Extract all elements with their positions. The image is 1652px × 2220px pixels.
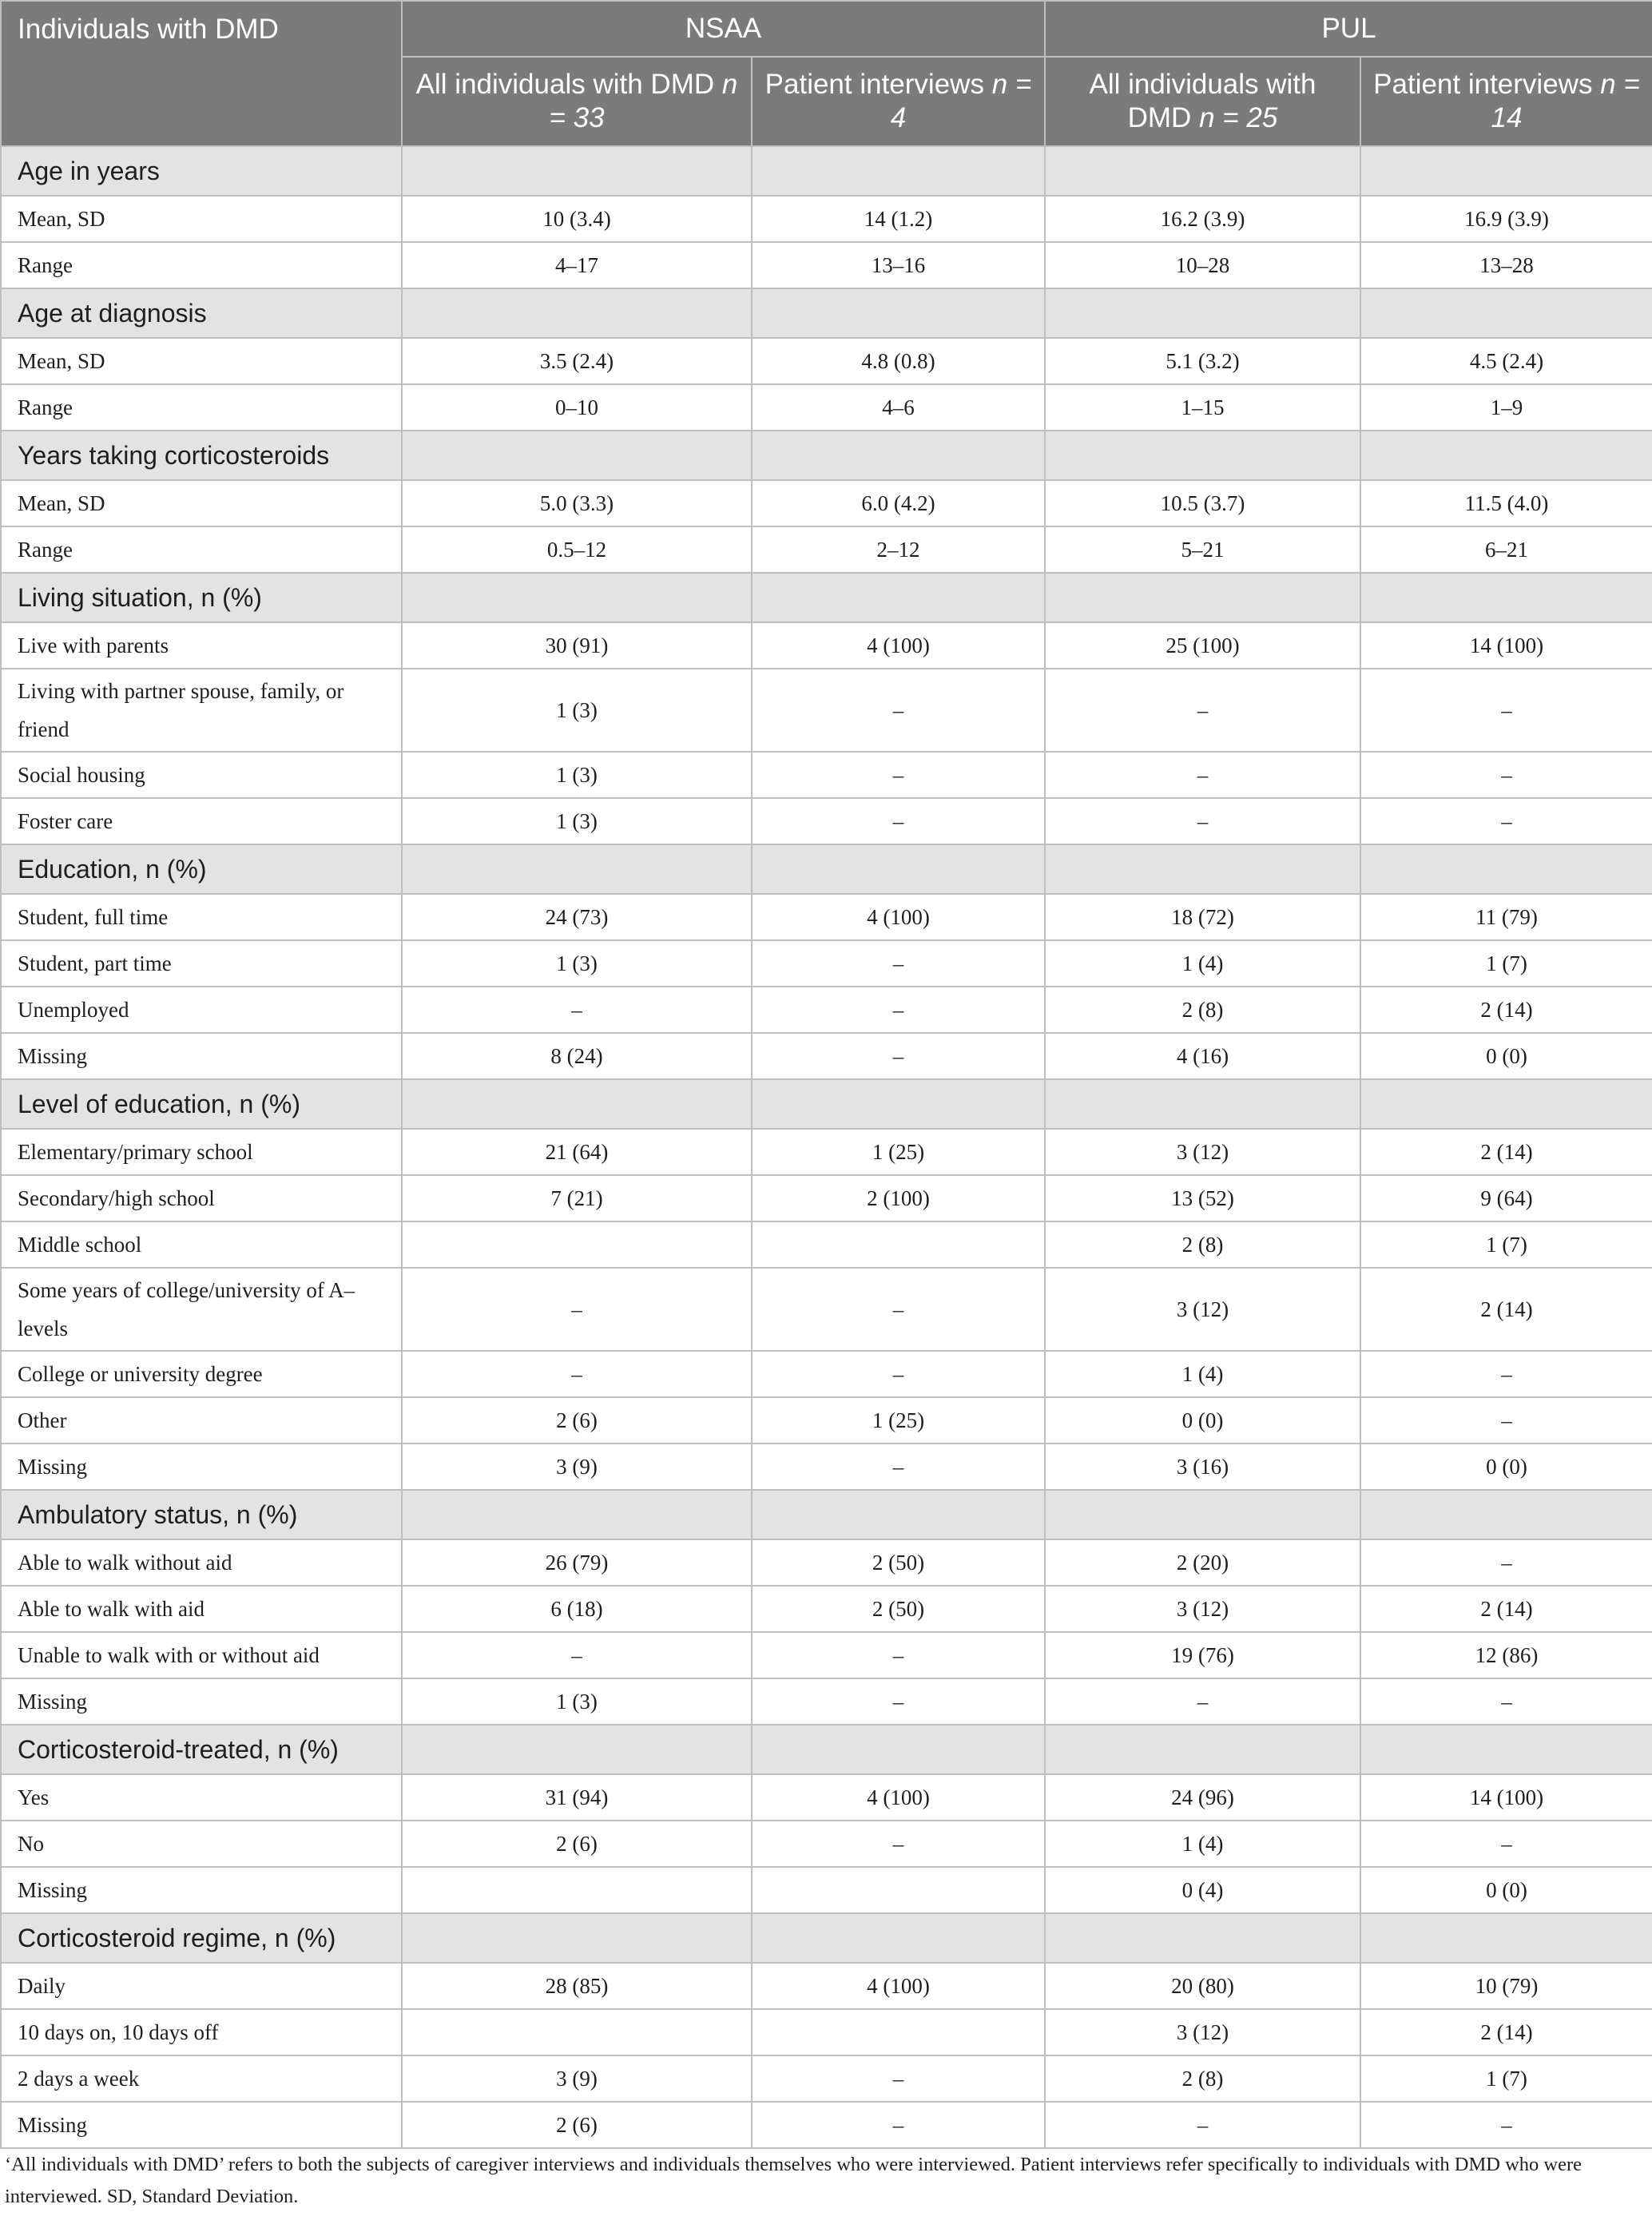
value-cell: 3 (16) <box>1045 1444 1360 1490</box>
row-label: Able to walk with aid <box>1 1586 402 1632</box>
section-empty-cell <box>752 844 1045 894</box>
value-cell: 2 (14) <box>1360 1586 1652 1632</box>
subheader-nsaa-patient <box>752 57 1045 146</box>
value-cell: 9 (64) <box>1360 1175 1652 1221</box>
table-row <box>1 480 1652 526</box>
value-cell: 0 (4) <box>1045 1867 1360 1913</box>
subheader-text: Patient interviews <box>1373 69 1593 100</box>
value-cell: 12 (86) <box>1360 1632 1652 1678</box>
value-cell: – <box>752 1444 1045 1490</box>
value-cell: – <box>752 669 1045 752</box>
section-row <box>1 1725 1652 1774</box>
section-empty-cell <box>752 288 1045 338</box>
value-cell: 10–28 <box>1045 242 1360 288</box>
table-row <box>1 526 1652 573</box>
section-empty-cell <box>752 431 1045 480</box>
value-cell: – <box>1360 1678 1652 1725</box>
section-row <box>1 288 1652 338</box>
row-label: Missing <box>1 1867 402 1913</box>
value-cell: – <box>752 1351 1045 1397</box>
value-cell: – <box>752 798 1045 844</box>
row-label: Middle school <box>1 1221 402 1268</box>
row-label: Missing <box>1 2102 402 2148</box>
value-cell: 3 (12) <box>1045 2009 1360 2055</box>
table-row <box>1 1821 1652 1867</box>
row-label: Mean, SD <box>1 338 402 384</box>
value-cell: – <box>752 2102 1045 2148</box>
value-cell: 6–21 <box>1360 526 1652 573</box>
row-label: Daily <box>1 1963 402 2009</box>
value-cell: 0 (0) <box>1360 1444 1652 1490</box>
table-row <box>1 622 1652 669</box>
value-cell: – <box>402 1632 752 1678</box>
table-row <box>1 1867 1652 1913</box>
subheader-n: n = 33 <box>549 69 738 133</box>
value-cell: 31 (94) <box>402 1774 752 1821</box>
value-cell: 26 (79) <box>402 1539 752 1586</box>
row-label: Foster care <box>1 798 402 844</box>
value-cell: – <box>752 1033 1045 1079</box>
value-cell: 2 (14) <box>1360 1129 1652 1175</box>
value-cell: – <box>1045 798 1360 844</box>
section-empty-cell <box>402 431 752 480</box>
value-cell: 13 (52) <box>1045 1175 1360 1221</box>
value-cell: 2 (14) <box>1360 1268 1652 1351</box>
value-cell: 11 (79) <box>1360 894 1652 940</box>
value-cell: 30 (91) <box>402 622 752 669</box>
value-cell: – <box>1360 798 1652 844</box>
value-cell: 4 (100) <box>752 1774 1045 1821</box>
value-cell: 14 (1.2) <box>752 196 1045 242</box>
section-row <box>1 1913 1652 1963</box>
value-cell: 2 (6) <box>402 2102 752 2148</box>
value-cell: 1 (7) <box>1360 1221 1652 1268</box>
value-cell <box>752 1867 1045 1913</box>
row-label: Range <box>1 384 402 431</box>
value-cell: 28 (85) <box>402 1963 752 2009</box>
value-cell: – <box>1045 2102 1360 2148</box>
value-cell: 16.9 (3.9) <box>1360 196 1652 242</box>
table-row <box>1 1175 1652 1221</box>
section-empty-cell <box>1045 1913 1360 1963</box>
section-empty-cell <box>1045 431 1360 480</box>
row-label: Unemployed <box>1 987 402 1033</box>
value-cell: – <box>752 987 1045 1033</box>
subheader-pul-patient <box>1360 57 1652 146</box>
value-cell: 5–21 <box>1045 526 1360 573</box>
section-empty-cell <box>402 1490 752 1539</box>
value-cell: 0 (0) <box>1360 1033 1652 1079</box>
subheader-pul-all <box>1045 57 1360 146</box>
table-row <box>1 196 1652 242</box>
table-row <box>1 2102 1652 2148</box>
value-cell: 1 (4) <box>1045 940 1360 987</box>
value-cell: 4 (100) <box>752 894 1045 940</box>
value-cell <box>752 2009 1045 2055</box>
value-cell: 2 (14) <box>1360 987 1652 1033</box>
value-cell: 19 (76) <box>1045 1632 1360 1678</box>
value-cell: 3 (12) <box>1045 1129 1360 1175</box>
value-cell: 13–28 <box>1360 242 1652 288</box>
section-empty-cell <box>402 1079 752 1129</box>
value-cell: 2 (6) <box>402 1397 752 1444</box>
section-empty-cell <box>402 1725 752 1774</box>
value-cell: – <box>752 940 1045 987</box>
table-row <box>1 1268 1652 1351</box>
table-row <box>1 384 1652 431</box>
row-label: Unable to walk with or without aid <box>1 1632 402 1678</box>
value-cell: 4 (16) <box>1045 1033 1360 1079</box>
value-cell: 5.1 (3.2) <box>1045 338 1360 384</box>
group-header-nsaa: NSAA <box>402 1 1045 57</box>
value-cell: 1 (7) <box>1360 2055 1652 2102</box>
value-cell: 3 (12) <box>1045 1268 1360 1351</box>
section-empty-cell <box>752 573 1045 622</box>
section-row <box>1 1490 1652 1539</box>
value-cell: 11.5 (4.0) <box>1360 480 1652 526</box>
section-empty-cell <box>402 146 752 196</box>
section-empty-cell <box>1360 844 1652 894</box>
row-label: 2 days a week <box>1 2055 402 2102</box>
value-cell: 4–17 <box>402 242 752 288</box>
value-cell: 4.8 (0.8) <box>752 338 1045 384</box>
table-row <box>1 1129 1652 1175</box>
row-label: Yes <box>1 1774 402 1821</box>
section-empty-cell <box>1045 1490 1360 1539</box>
value-cell: 0.5–12 <box>402 526 752 573</box>
value-cell: – <box>402 987 752 1033</box>
table-row <box>1 1774 1652 1821</box>
value-cell: 1–9 <box>1360 384 1652 431</box>
section-empty-cell <box>1360 1725 1652 1774</box>
value-cell: 16.2 (3.9) <box>1045 196 1360 242</box>
value-cell: 4 (100) <box>752 1963 1045 2009</box>
value-cell: 1 (3) <box>402 940 752 987</box>
row-label: Social housing <box>1 752 402 798</box>
value-cell: 4.5 (2.4) <box>1360 338 1652 384</box>
value-cell: – <box>1360 2102 1652 2148</box>
table-row <box>1 2055 1652 2102</box>
section-empty-cell <box>1360 288 1652 338</box>
value-cell: – <box>1045 752 1360 798</box>
section-empty-cell <box>752 1079 1045 1129</box>
value-cell: 24 (73) <box>402 894 752 940</box>
section-title: Ambulatory status, n (%) <box>1 1490 402 1539</box>
section-row <box>1 146 1652 196</box>
section-title: Age at diagnosis <box>1 288 402 338</box>
row-label: Elementary/primary school <box>1 1129 402 1175</box>
value-cell <box>402 1221 752 1268</box>
value-cell: 6 (18) <box>402 1586 752 1632</box>
value-cell <box>402 2009 752 2055</box>
table-header <box>1 1 1652 146</box>
row-label: No <box>1 1821 402 1867</box>
value-cell: 1 (4) <box>1045 1821 1360 1867</box>
value-cell: 5.0 (3.3) <box>402 480 752 526</box>
value-cell: 1 (25) <box>752 1397 1045 1444</box>
value-cell: 10 (79) <box>1360 1963 1652 2009</box>
value-cell: – <box>1045 669 1360 752</box>
section-empty-cell <box>402 1913 752 1963</box>
value-cell: 25 (100) <box>1045 622 1360 669</box>
value-cell: 2 (14) <box>1360 2009 1652 2055</box>
section-empty-cell <box>1360 1913 1652 1963</box>
table-row <box>1 798 1652 844</box>
value-cell: – <box>752 752 1045 798</box>
value-cell: – <box>1360 752 1652 798</box>
row-label: College or university degree <box>1 1351 402 1397</box>
value-cell: 7 (21) <box>402 1175 752 1221</box>
section-empty-cell <box>752 1490 1045 1539</box>
value-cell: – <box>1360 1539 1652 1586</box>
subheader-text: Patient interviews <box>764 69 984 100</box>
row-label: Able to walk without aid <box>1 1539 402 1586</box>
section-empty-cell <box>1045 1725 1360 1774</box>
corner-header: Individuals with DMD <box>1 1 402 146</box>
value-cell: – <box>752 1821 1045 1867</box>
section-empty-cell <box>1045 288 1360 338</box>
value-cell: 3 (9) <box>402 1444 752 1490</box>
section-empty-cell <box>1360 431 1652 480</box>
row-label: Student, part time <box>1 940 402 987</box>
row-label: Secondary/high school <box>1 1175 402 1221</box>
table-row <box>1 1586 1652 1632</box>
section-empty-cell <box>752 1725 1045 1774</box>
row-label: Student, full time <box>1 894 402 940</box>
value-cell: 1 (3) <box>402 1678 752 1725</box>
section-title: Years taking corticosteroids <box>1 431 402 480</box>
subheader-n: n = 4 <box>890 69 1032 133</box>
value-cell: 10 (3.4) <box>402 196 752 242</box>
table-row <box>1 669 1652 752</box>
table-row <box>1 1678 1652 1725</box>
row-label: Mean, SD <box>1 480 402 526</box>
value-cell: 1–15 <box>1045 384 1360 431</box>
section-empty-cell <box>1360 573 1652 622</box>
table-row <box>1 1033 1652 1079</box>
section-row <box>1 844 1652 894</box>
row-label: Some years of college/university of A–levels <box>1 1268 402 1351</box>
section-title: Living situation, n (%) <box>1 573 402 622</box>
value-cell: 13–16 <box>752 242 1045 288</box>
table-row <box>1 2009 1652 2055</box>
table-row <box>1 940 1652 987</box>
section-empty-cell <box>1360 1490 1652 1539</box>
value-cell: – <box>1360 1351 1652 1397</box>
value-cell: – <box>752 2055 1045 2102</box>
section-empty-cell <box>402 288 752 338</box>
value-cell: 2 (50) <box>752 1586 1045 1632</box>
value-cell: 20 (80) <box>1045 1963 1360 2009</box>
table-footnote: ‘All individuals with DMD’ refers to both the subjects of caregiver interviews and individuals themselves who were interviewed. Patient interviews refer specifically to individuals with DMD who were interviewed. SD, Standard Deviation. <box>5 2154 1583 2207</box>
value-cell: 3 (9) <box>402 2055 752 2102</box>
value-cell: 14 (100) <box>1360 1774 1652 1821</box>
value-cell: 1 (3) <box>402 798 752 844</box>
row-label: Missing <box>1 1033 402 1079</box>
section-empty-cell <box>1045 1079 1360 1129</box>
value-cell: 6.0 (4.2) <box>752 480 1045 526</box>
value-cell: 1 (4) <box>1045 1351 1360 1397</box>
row-label: Living with partner spouse, family, or friend <box>1 669 402 752</box>
value-cell: – <box>752 1678 1045 1725</box>
row-label: Missing <box>1 1444 402 1490</box>
table-row <box>1 242 1652 288</box>
section-title: Corticosteroid regime, n (%) <box>1 1913 402 1963</box>
value-cell: 1 (3) <box>402 752 752 798</box>
row-label: 10 days on, 10 days off <box>1 2009 402 2055</box>
row-label: Mean, SD <box>1 196 402 242</box>
value-cell: 4–6 <box>752 384 1045 431</box>
row-label: Live with parents <box>1 622 402 669</box>
value-cell: 0–10 <box>402 384 752 431</box>
section-row <box>1 1079 1652 1129</box>
value-cell: 3.5 (2.4) <box>402 338 752 384</box>
section-empty-cell <box>752 146 1045 196</box>
value-cell: 2 (20) <box>1045 1539 1360 1586</box>
value-cell: 4 (100) <box>752 622 1045 669</box>
subheader-text: All individuals with DMD <box>415 69 715 100</box>
section-row <box>1 431 1652 480</box>
section-empty-cell <box>402 844 752 894</box>
value-cell <box>752 1221 1045 1268</box>
value-cell: – <box>752 1632 1045 1678</box>
value-cell: 1 (25) <box>752 1129 1045 1175</box>
section-title: Corticosteroid-treated, n (%) <box>1 1725 402 1774</box>
value-cell: 18 (72) <box>1045 894 1360 940</box>
value-cell: – <box>1045 1678 1360 1725</box>
group-header-pul: PUL <box>1045 1 1652 57</box>
value-cell: 24 (96) <box>1045 1774 1360 1821</box>
value-cell: 2 (6) <box>402 1821 752 1867</box>
subheader-nsaa-all <box>402 57 752 146</box>
value-cell: 8 (24) <box>402 1033 752 1079</box>
value-cell: – <box>1360 1397 1652 1444</box>
section-empty-cell <box>1045 573 1360 622</box>
table-body <box>1 146 1652 2148</box>
value-cell: 3 (12) <box>1045 1586 1360 1632</box>
section-title: Education, n (%) <box>1 844 402 894</box>
section-title: Level of education, n (%) <box>1 1079 402 1129</box>
table-row <box>1 338 1652 384</box>
table-row <box>1 1963 1652 2009</box>
value-cell: 0 (0) <box>1045 1397 1360 1444</box>
table-row <box>1 1444 1652 1490</box>
table-row <box>1 1632 1652 1678</box>
table-row <box>1 1351 1652 1397</box>
value-cell: – <box>402 1268 752 1351</box>
section-empty-cell <box>1360 1079 1652 1129</box>
value-cell: 2 (8) <box>1045 1221 1360 1268</box>
row-label: Missing <box>1 1678 402 1725</box>
section-empty-cell <box>1045 146 1360 196</box>
table-row <box>1 1221 1652 1268</box>
section-title: Age in years <box>1 146 402 196</box>
value-cell: 2 (8) <box>1045 2055 1360 2102</box>
subheader-text: All individuals with DMD <box>1089 69 1316 133</box>
value-cell: 1 (7) <box>1360 940 1652 987</box>
value-cell: – <box>402 1351 752 1397</box>
section-empty-cell <box>1360 146 1652 196</box>
value-cell: 10.5 (3.7) <box>1045 480 1360 526</box>
value-cell: 14 (100) <box>1360 622 1652 669</box>
table-row <box>1 894 1652 940</box>
value-cell: – <box>1360 669 1652 752</box>
value-cell: – <box>1360 1821 1652 1867</box>
row-label: Range <box>1 242 402 288</box>
table-row <box>1 1539 1652 1586</box>
subheader-n: n = 14 <box>1491 69 1640 133</box>
value-cell: – <box>752 1268 1045 1351</box>
row-label: Range <box>1 526 402 573</box>
value-cell: 2 (8) <box>1045 987 1360 1033</box>
table-row <box>1 987 1652 1033</box>
section-empty-cell <box>752 1913 1045 1963</box>
table-row <box>1 1397 1652 1444</box>
value-cell: 2 (100) <box>752 1175 1045 1221</box>
subheader-n: n = 25 <box>1199 102 1278 133</box>
value-cell <box>402 1867 752 1913</box>
table-row <box>1 752 1652 798</box>
value-cell: 2–12 <box>752 526 1045 573</box>
section-empty-cell <box>1045 844 1360 894</box>
value-cell: 2 (50) <box>752 1539 1045 1586</box>
value-cell: 0 (0) <box>1360 1867 1652 1913</box>
section-row <box>1 573 1652 622</box>
row-label: Other <box>1 1397 402 1444</box>
value-cell: 21 (64) <box>402 1129 752 1175</box>
section-empty-cell <box>402 573 752 622</box>
value-cell: 1 (3) <box>402 669 752 752</box>
